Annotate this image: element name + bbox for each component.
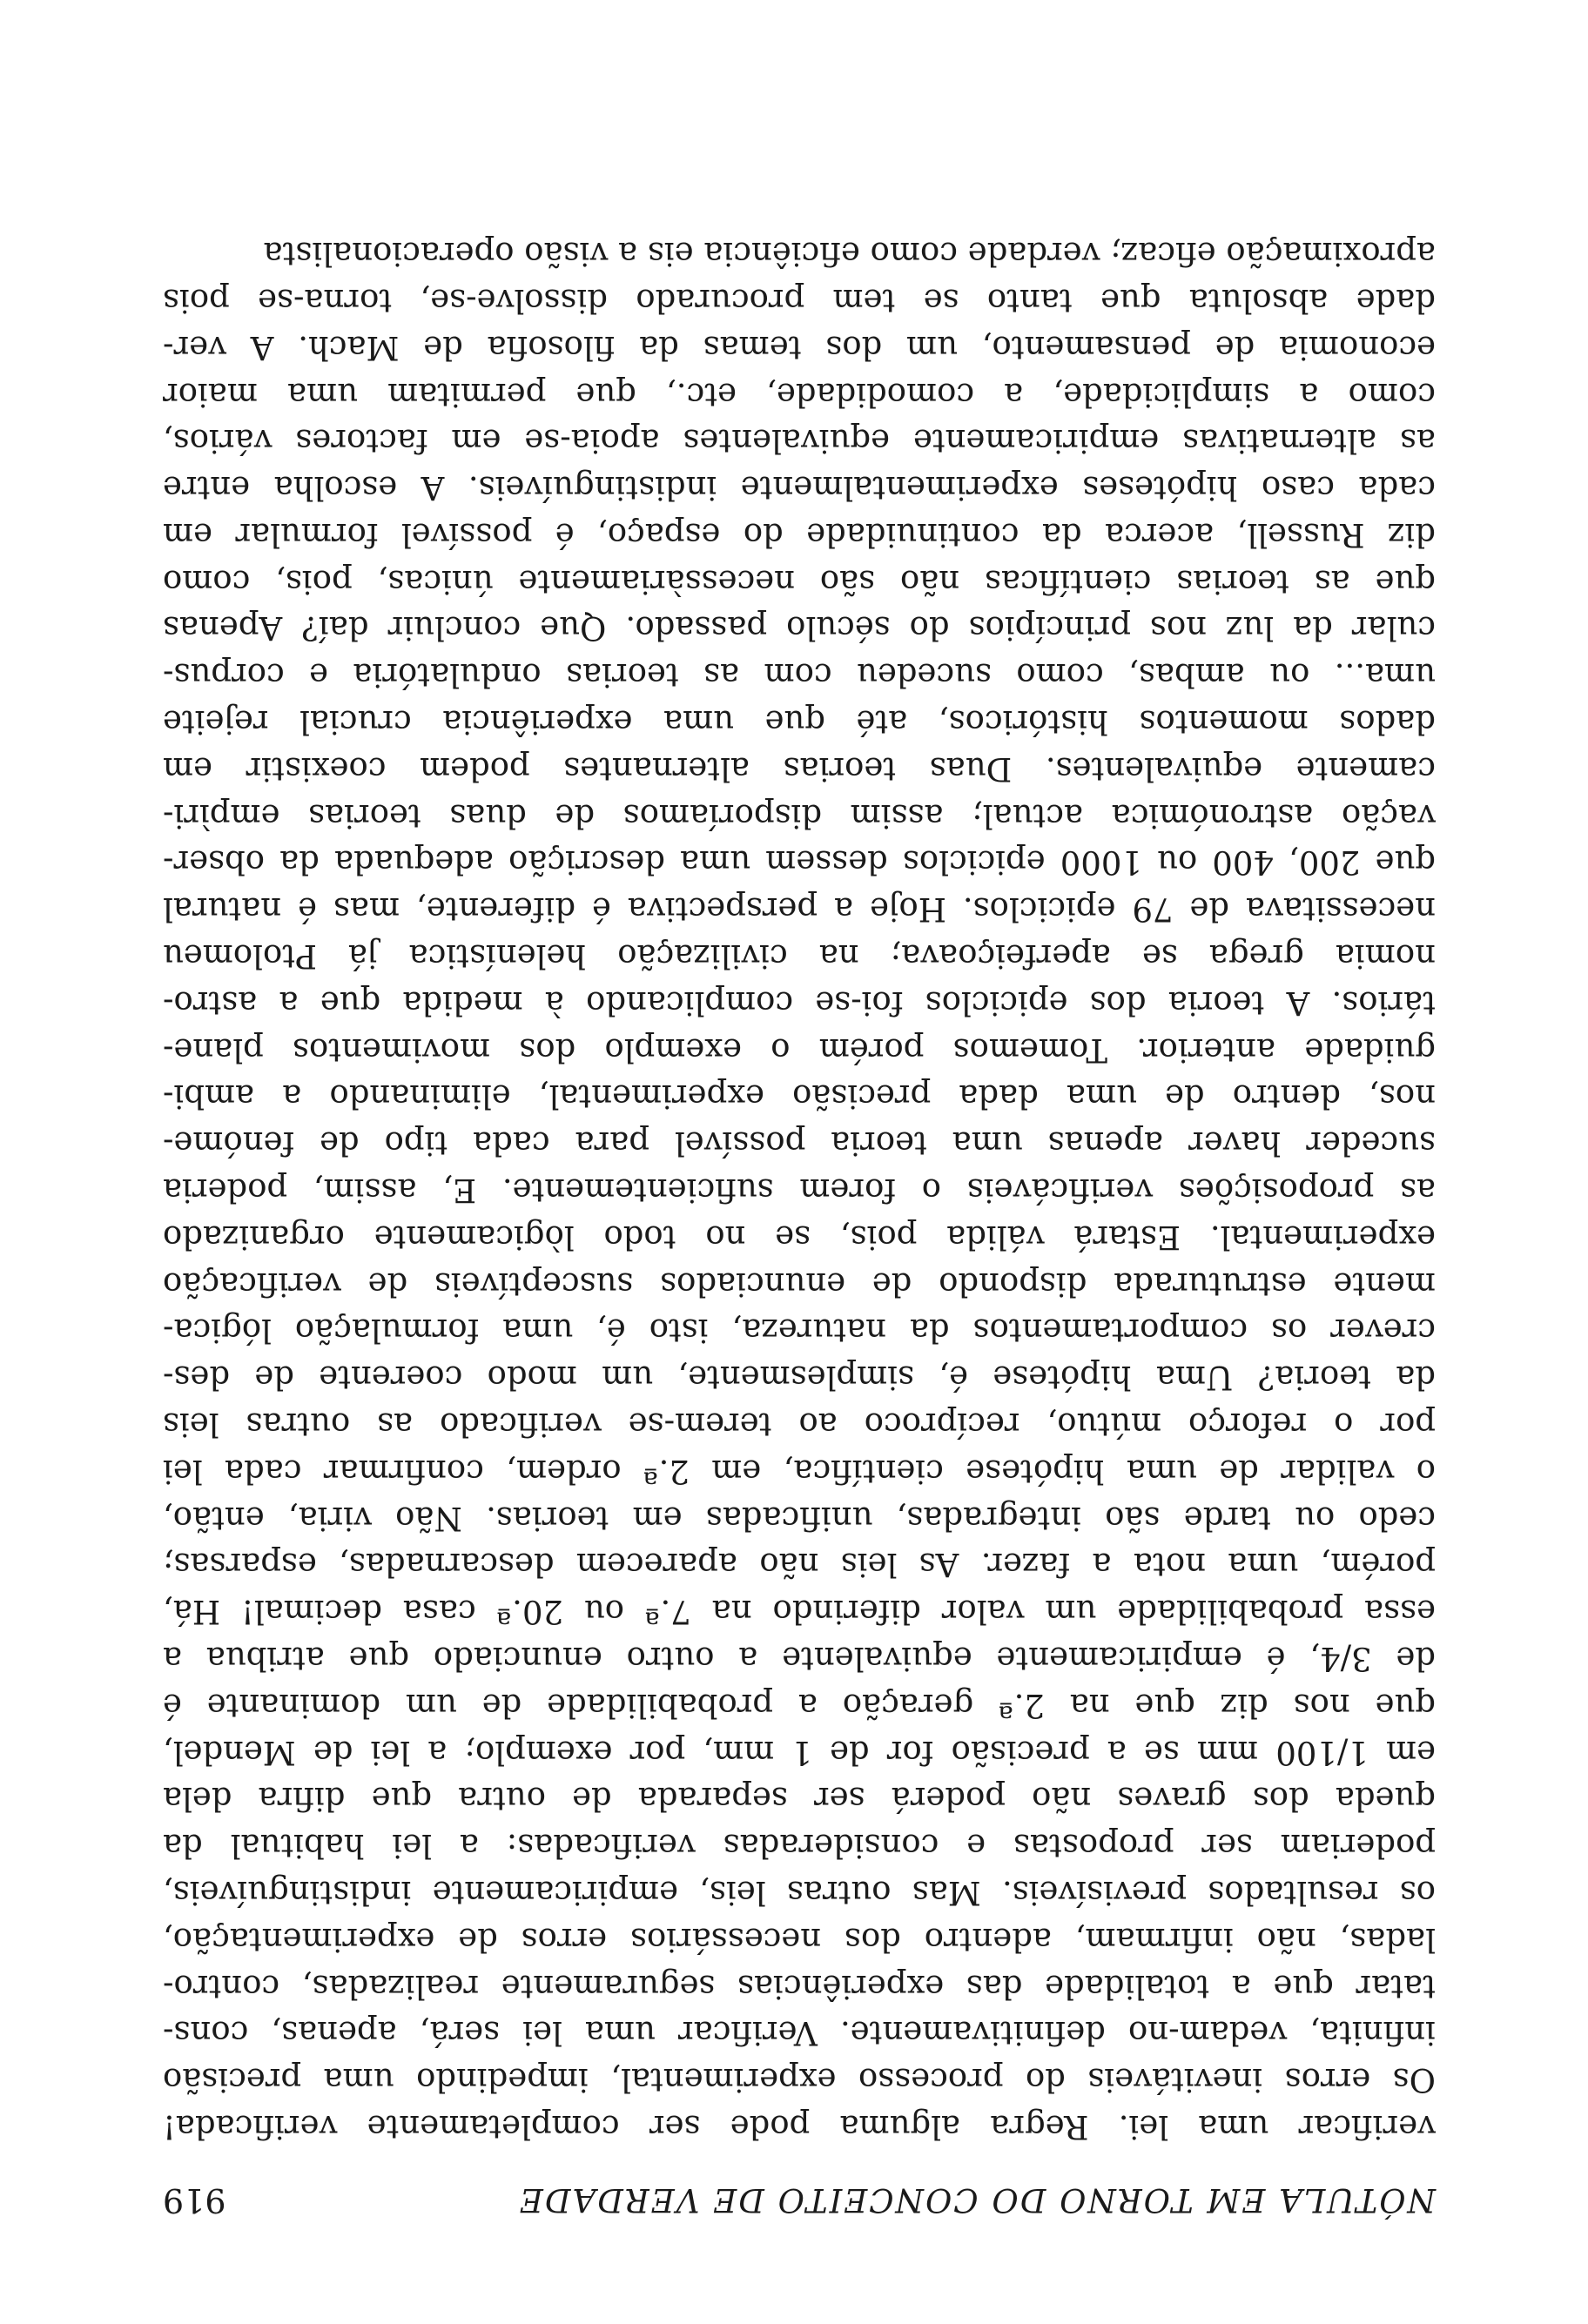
text-line: que 200, 400 ou 1000 epiciclos dessem uma descrição adequada da obser- xyxy=(163,843,1436,882)
text-line: mente estruturada dispondo de enunciados susceptíveis de verificação xyxy=(163,1265,1436,1303)
text-line: infinita, vedam-no definitivamente. Verificar uma lei será, apenas, cons- xyxy=(163,2014,1436,2052)
text-line: poderiam ser propostas e consideradas verificadas: a lei habitual da xyxy=(163,1827,1436,1865)
text-line: que nos diz que na 2.ª geração a probabilidade de um dominante é xyxy=(163,1686,1436,1724)
text-line: porém, uma nota a fazer. As leis não aparecem descarnadas, esparsas; xyxy=(163,1546,1436,1584)
text-line: em 1/100 mm se a precisão for de 1 mm, por exemplo; a lei de Mendel, xyxy=(163,1733,1436,1771)
text-line: suceder haver apenas uma teoria possível para cada tipo de fenóme- xyxy=(163,1125,1436,1163)
text-line: ladas, não infirmam, adentro dos necessários erros de experimentação, xyxy=(163,1920,1436,1958)
text-line: tatar que a totalidade das experiências seguramente realizadas, contro- xyxy=(163,1967,1436,2005)
text-line: os resultados previsíveis. Mas outras leis, empiricamente indistinguíveis, xyxy=(163,1874,1436,1912)
text-line: nomia grega se aperfeiçoava; na civilização helenística já Ptolomeu xyxy=(163,937,1436,976)
text-line: economia de pensamento, um dos temas da filosofia de Mach. A ver- xyxy=(163,328,1436,366)
text-line: queda dos graves não poderá ser separada de outra que difira dela xyxy=(163,1780,1436,1818)
text-line: experimental. Estará válida pois, se no todo lògicamente organizado xyxy=(163,1218,1436,1256)
text-line: cedo ou tarde são integradas, unificadas em teorias. Não viria, então, xyxy=(163,1499,1436,1537)
text-line: crever os comportamentos da natureza, isto é, uma formulação lógica- xyxy=(163,1312,1436,1350)
text-line: tários. A teoria dos epiciclos foi-se complicando à medida que a astro- xyxy=(163,984,1436,1022)
text-line: por o reforço mútuo, recíproco ao terem-se verificado as outras leis xyxy=(163,1406,1436,1444)
text-line: dade absoluta que tanto se tem procurado dissolve-se, torna-se pois xyxy=(163,281,1436,319)
text-line: camente equivalentes. Duas teorias alternantes podem coexistir em xyxy=(163,749,1436,788)
text-line: diz Russell, acerca da continuidade do espaço, é possível formular em xyxy=(163,515,1436,554)
text-line: verificar uma lei. Regra alguma pode ser completamente verificada! xyxy=(163,2108,1436,2146)
page-header xyxy=(163,2176,1436,2220)
text-line: de 3/4, é empiricamente equivalente a outro enunciado que atribua a xyxy=(163,1640,1436,1678)
text-line: uma... ou ambas, como sucedeu com as teorias ondulatória e corpus- xyxy=(163,656,1436,695)
text-line: da teoria? Uma hipótese é, simplesmente, um modo coerente de des- xyxy=(163,1359,1436,1397)
body-text xyxy=(163,230,1436,2150)
text-line: guidade anterior. Tomemos porém o exemplo dos movimentos plane- xyxy=(163,1031,1436,1069)
text-line: Os erros inevitáveis do processo experimental, impedindo uma precisão xyxy=(163,2061,1436,2099)
text-line: nos, dentro de uma dada precisão experimental, eliminando a ambi- xyxy=(163,1078,1436,1116)
text-line: que as teorias científicas não são necessàriamente únicas, pois, como xyxy=(163,562,1436,601)
text-line: aproximação eficaz; verdade como eficiência eis a visão operacionalista xyxy=(263,235,1436,273)
page-number: 919 xyxy=(163,2181,226,2220)
text-line: vação astronómica actual; assim disporíamos de duas teorias empìri- xyxy=(163,796,1436,835)
text-line: cular da luz nos princípios do século passado. Que concluir daí? Apenas xyxy=(163,609,1436,648)
text-line: o validar de uma hipótese científica, em 2.ª ordem, confirmar cada lei xyxy=(163,1452,1436,1490)
running-title: NÓTULA EM TORNO DO CONCEITO DE VERDADE xyxy=(517,2181,1436,2219)
text-line: necessitava de 79 epiciclos. Hoje a perspectiva é diferente, mas é natural xyxy=(163,890,1436,929)
text-line: essa probabilidade um valor diferindo na 7.ª ou 20.ª casa decimal! Há, xyxy=(163,1593,1436,1631)
text-line: dados momentos históricos, até que uma experiência crucial rejeite xyxy=(163,703,1436,742)
text-line: as alternativas empiricamente equivalentes apoia-se em factores vários, xyxy=(163,422,1436,460)
text-line: como a simplicidade, a comodidade, etc., que permitam uma maior xyxy=(163,375,1436,413)
text-line: cada caso hipóteses experimentalmente indistinguíveis. A escolha entre xyxy=(163,469,1436,507)
text-line: as proposições verificáveis o forem suficientemente. E, assim, poderia xyxy=(163,1172,1436,1210)
